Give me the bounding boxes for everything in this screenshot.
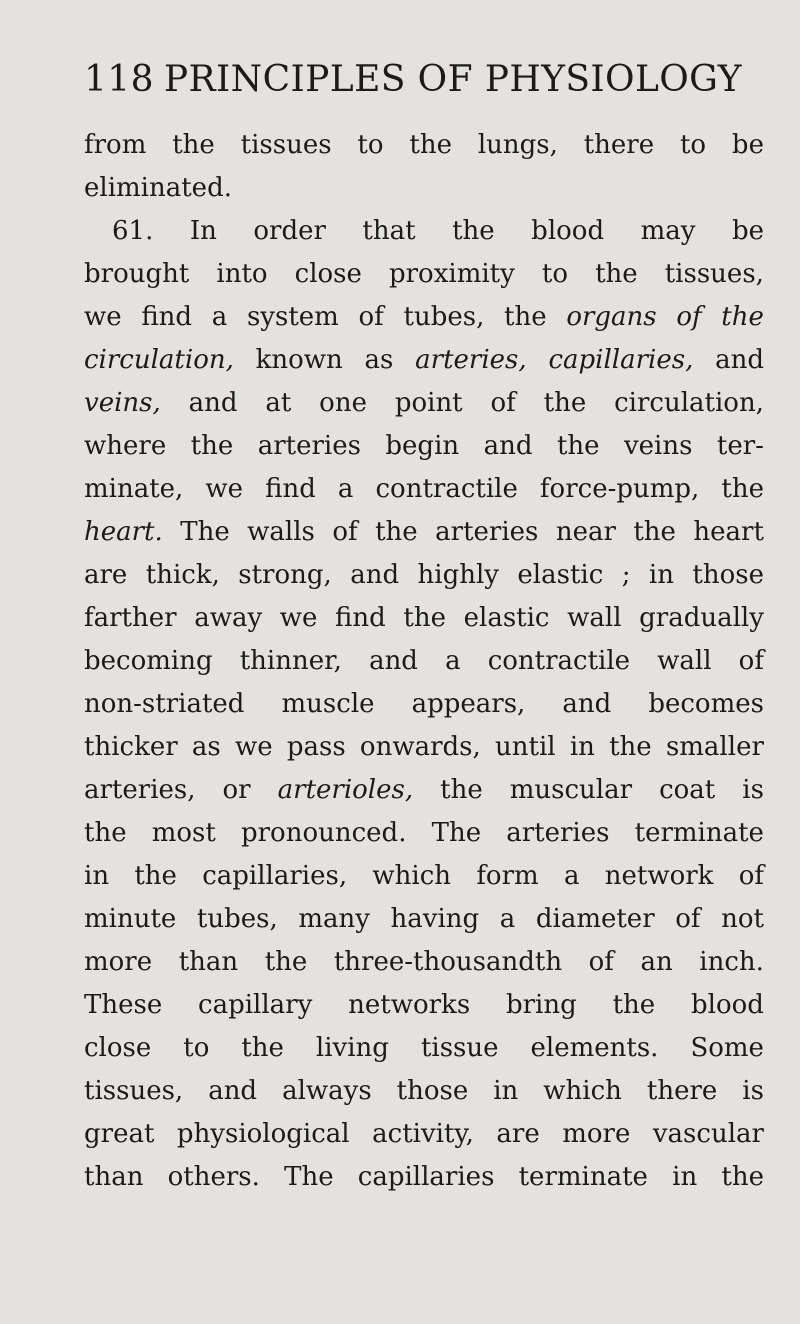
word: elastic [463,603,550,633]
word: that [362,216,416,246]
word: others. [167,1162,260,1192]
word: more [562,1119,631,1149]
word: to [541,259,568,289]
text-line [84,683,764,726]
word: thicker [84,732,178,762]
word: thinner, [239,646,342,676]
word: of [588,947,614,977]
italic-word: veins, [84,388,161,418]
word: an [640,947,673,977]
word: contractile [487,646,631,676]
word: pronounced. [240,818,407,848]
word: find [335,603,386,633]
word: in [672,1162,698,1192]
word: coat [659,775,716,805]
word: terminate [518,1162,648,1192]
word: a [211,302,228,332]
word: activity, [372,1119,474,1149]
word: or [222,775,251,805]
italic-word: of [676,302,702,332]
word: the [190,431,234,461]
word: eliminated. [84,173,232,203]
text-line [84,511,764,554]
word: the [409,130,452,160]
word: the [609,732,652,762]
text-line [84,812,764,855]
word: arteries [257,431,361,461]
word: in [648,560,674,590]
word: tissues [240,130,332,160]
word: blood [691,990,764,1020]
word: to [357,130,384,160]
word: point [394,388,463,418]
word: of [490,388,516,418]
word: highly [417,560,499,590]
word: the [612,990,656,1020]
word: which [543,1076,622,1106]
word: the [264,947,308,977]
text-line [84,855,764,898]
word: appears, [411,689,526,719]
word: of [675,904,701,934]
word: 61. [112,216,154,246]
word: into [216,259,268,289]
word: more [84,947,153,977]
word: a [499,904,516,934]
word: known [255,345,343,375]
word: networks [348,990,471,1020]
word: The [284,1162,334,1192]
word: In [189,216,217,246]
word: The [431,818,482,848]
italic-word: circulation, [84,345,234,375]
word: These [84,990,163,1020]
word: the [721,1162,764,1192]
word: and [483,431,533,461]
word: wall [567,603,622,633]
word: network [604,861,714,891]
word: the [172,130,215,160]
word: most [151,818,216,848]
word: farther [84,603,177,633]
italic-word: the [721,302,764,332]
word: lungs, [477,130,558,160]
text-line [84,468,764,511]
text-line [84,898,764,941]
word: thick, [145,560,220,590]
word: elastic [517,560,604,590]
word: and [350,560,400,590]
word: muscle [281,689,375,719]
word: to [183,1033,210,1063]
word: as [191,732,221,762]
word: the [633,517,676,547]
word: where [84,431,167,461]
text-line [84,253,764,296]
word: pass [286,732,346,762]
word: as [364,345,394,375]
italic-word: heart. [84,517,163,547]
word: one [319,388,367,418]
word: the [504,302,547,332]
word: the [134,861,177,891]
word: becomes [648,689,764,719]
text-line [84,167,764,210]
word: close [84,1033,152,1063]
word: not [721,904,764,934]
word: order [253,216,326,246]
running-head [84,58,742,102]
word: form [476,861,539,891]
italic-word: capillaries, [548,345,694,375]
word: be [731,130,764,160]
word: arteries [435,517,539,547]
text-line [84,382,764,425]
word: the [84,818,127,848]
text-line [84,425,764,468]
text-line [84,1027,764,1070]
text-line [84,984,764,1027]
word: great [84,1119,155,1149]
word: muscular [509,775,633,805]
word: find [265,474,316,504]
word: in [569,732,595,762]
word: circulation, [614,388,764,418]
text-line [84,1156,764,1199]
word: a [563,861,580,891]
word: the [375,517,418,547]
word: ; [621,560,631,590]
word: onwards, [359,732,481,762]
word: tubes, [196,904,278,934]
word: diameter [535,904,655,934]
word: elements. [530,1033,659,1063]
word: three-thousandth [333,947,563,977]
text-line [84,296,764,339]
word: ter- [716,431,764,461]
word: capillary [198,990,313,1020]
word: gradually [639,603,764,633]
word: close [294,259,362,289]
word: becoming [84,646,213,676]
text-line [84,640,764,683]
text-line [84,941,764,984]
word: capillaries, [202,861,348,891]
text-line [84,339,764,382]
text-line [84,554,764,597]
word: in [493,1076,519,1106]
word: physiological [176,1119,350,1149]
body-text [84,124,764,1199]
word: there [583,130,655,160]
word: always [282,1076,372,1106]
word: than [84,1162,144,1192]
word: and [208,1076,258,1106]
word: and [562,689,612,719]
word: capillaries [357,1162,495,1192]
word: are [496,1119,540,1149]
text-line [84,597,764,640]
word: strong, [238,560,332,590]
word: veins [623,431,693,461]
word: arteries, [84,775,196,805]
word: begin [385,431,460,461]
word: smaller [665,732,764,762]
word: vascular [652,1119,764,1149]
word: many [298,904,370,934]
word: tissues, [84,1076,184,1106]
word: inch. [699,947,764,977]
word: minate, [84,474,184,504]
text-line [84,1113,764,1156]
text-line [84,726,764,769]
word: proximity [388,259,515,289]
word: near [555,517,616,547]
word: those [396,1076,469,1106]
text-line [84,210,764,253]
word: we [279,603,318,633]
word: we [234,732,273,762]
word: of [738,861,764,891]
word: the [452,216,495,246]
word: the [241,1033,284,1063]
word: wall [657,646,712,676]
word: of [358,302,384,332]
word: system [246,302,339,332]
word: terminate [634,818,764,848]
text-line [84,769,764,812]
word: than [178,947,239,977]
word: the [543,388,587,418]
word: the [595,259,638,289]
word: find [141,302,193,332]
word: force-pump, [539,474,700,504]
word: bring [505,990,577,1020]
word: blood [531,216,605,246]
word: be [731,216,764,246]
word: the [440,775,483,805]
word: away [194,603,263,633]
word: contractile [375,474,518,504]
italic-word: arteries, [415,345,527,375]
word: until [495,732,556,762]
word: a [337,474,354,504]
word: and [188,388,238,418]
page-number: 118 [84,59,154,100]
word: a [445,646,461,676]
word: there [646,1076,718,1106]
word: minute [84,904,177,934]
word: may [640,216,696,246]
word: arteries [506,818,610,848]
word: to [679,130,707,160]
word: tissue [420,1033,499,1063]
word: the [721,474,764,504]
word: the [556,431,600,461]
text-line [84,124,764,167]
word: those [692,560,764,590]
word: heart [693,517,764,547]
italic-word: organs [566,302,657,332]
word: tissues, [664,259,764,289]
word: having [390,904,480,934]
word: the [403,603,446,633]
word: and [715,345,764,375]
word: brought [84,259,190,289]
word: in [84,861,110,891]
word: is [742,1076,764,1106]
text-line [84,1070,764,1113]
word: from [84,130,147,160]
word: at [265,388,292,418]
italic-word: arterioles, [277,775,414,805]
word: is [742,775,764,805]
word: Some [690,1033,764,1063]
word: living [315,1033,389,1063]
word: of [738,646,764,676]
word: we [205,474,244,504]
word: we [84,302,122,332]
word: of [332,517,358,547]
word: and [369,646,418,676]
word: walls [247,517,315,547]
word: which [372,861,452,891]
word: are [84,560,128,590]
word: non-striated [84,689,245,719]
word: The [180,517,230,547]
word: tubes, [403,302,485,332]
running-title: PRINCIPLES OF PHYSIOLOGY [163,59,742,100]
